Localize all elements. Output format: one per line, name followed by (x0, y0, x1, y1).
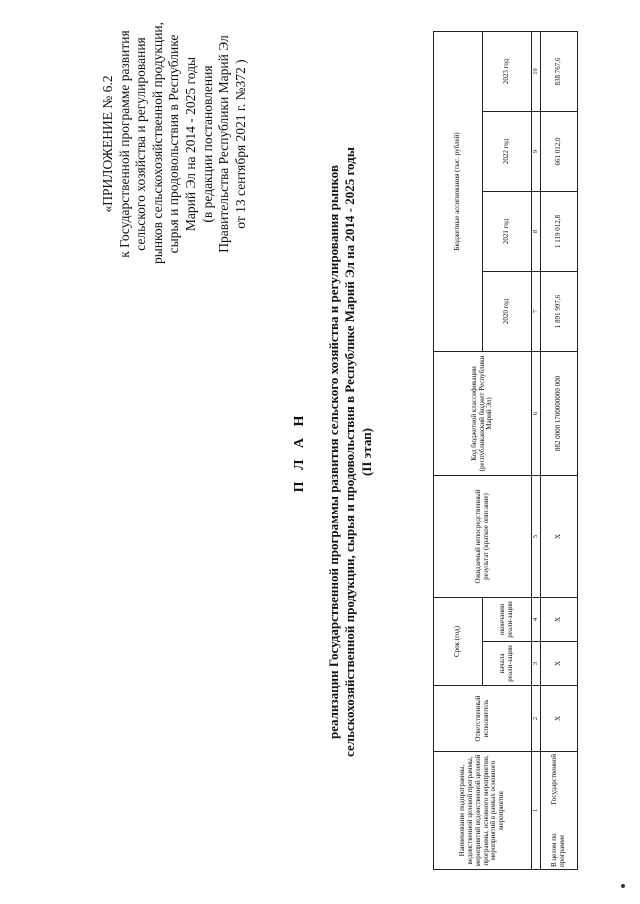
header-name: Наименование подпрограммы, ведомственной целевой программы, мероприятий ведомственной целевой программы, основного мероприятия, мероприятий в рамках основного мероприятия (434, 752, 532, 870)
column-number: 2 (532, 686, 541, 752)
header-year-2021: 2021 год (483, 191, 532, 271)
row-budget-code: 882 0000 1700000000 000 (541, 351, 578, 475)
column-number-row (532, 31, 541, 869)
table-row (541, 31, 578, 869)
plan-table (433, 31, 578, 870)
row-name-part: Государственной (550, 754, 559, 805)
appendix-line: сельского хозяйства и регулирования (133, 37, 149, 251)
plan-title-line: реализации Государственной программы развития сельского хозяйства и регулирования рынков (326, 165, 341, 739)
appendix-header (100, 21, 249, 264)
row-name-part: В целом по (550, 833, 559, 867)
row-name (541, 752, 578, 870)
column-number: 7 (532, 271, 541, 351)
column-number: 8 (532, 191, 541, 271)
row-term-end: Х (541, 597, 578, 641)
row-executor: Х (541, 686, 578, 752)
column-number: 5 (532, 475, 541, 597)
appendix-line: Правительства Республики Марий Эл (216, 35, 232, 253)
header-term: Срок (год) (434, 597, 483, 685)
row-value-2022: 661 012,0 (541, 111, 578, 191)
header-result: Ожидаемый непосредственный результат (краткое описание) (434, 475, 532, 597)
row-result: Х (541, 475, 578, 597)
header-year-2022: 2022 год (483, 111, 532, 191)
column-number: 9 (532, 111, 541, 191)
row-name-part: программе (558, 834, 566, 867)
header-executor: Ответственный исполнитель (434, 686, 532, 752)
row-term-start: Х (541, 642, 578, 686)
plan-title-line: сельскохозяйственной продукции, сырья и продовольствия в Республике Марий Эл на 2014 - 2025 годы (342, 147, 358, 757)
column-number: 3 (532, 642, 541, 686)
plan-title-line: (II этап) (358, 428, 374, 477)
plan-heading: П Л А Н (292, 411, 307, 493)
row-value-2023: 838 767,6 (541, 31, 578, 111)
header-year-2020: 2020 год (483, 271, 532, 351)
header-allocations: Бюджетные ассигнования (тыс. рублей) (434, 31, 483, 351)
row-value-2021: 1 119 012,8 (541, 191, 578, 271)
appendix-line: рынков сельскохозяйственной продукции, (149, 21, 165, 264)
column-number: 4 (532, 597, 541, 641)
row-value-2020: 1 891 997,6 (541, 271, 578, 351)
header-budget-code: Код бюджетной классификации (республиканский бюджет Республики Марий Эл) (434, 351, 532, 475)
appendix-line: «ПРИЛОЖЕНИЕ № 6.2 (100, 75, 115, 213)
appendix-line: Марий Эл на 2014 - 2025 годы (182, 56, 198, 232)
column-number: 6 (532, 351, 541, 475)
header-term-end: окончания реали-зации (483, 597, 532, 641)
plan-title (292, 60, 375, 844)
column-number: 1 (532, 752, 541, 870)
column-number: 10 (532, 31, 541, 111)
appendix-line: сырья и продовольствия в Республике (166, 34, 182, 254)
appendix-line: к Государственной программе развития (116, 30, 132, 258)
header-term-start: начала реали-зации (483, 642, 532, 686)
header-year-2023: 2023 год (483, 31, 532, 111)
appendix-line: от 13 сентября 2021 г. №372 ) (232, 59, 248, 229)
appendix-line: (в редакции постановления (199, 65, 215, 223)
